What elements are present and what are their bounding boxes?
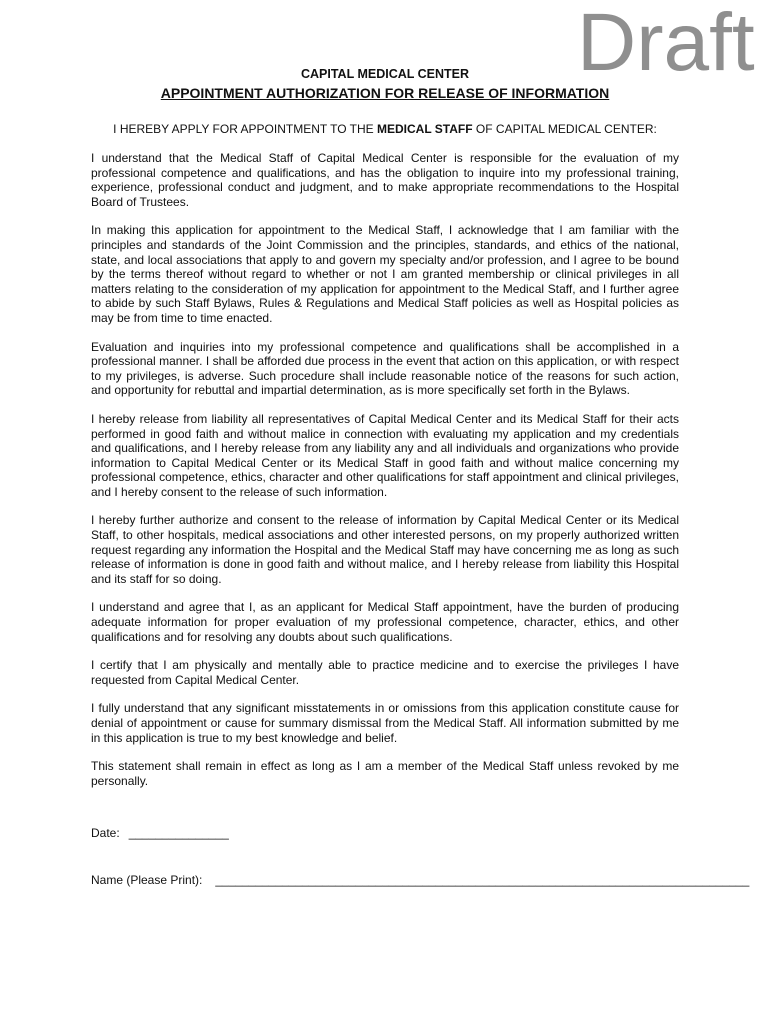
paragraph-due-process: Evaluation and inquiries into my professional competence and qualifications shall be accomplished in a professional manner. I shall be afforded due process in the event that action on this application, or with respect to my privileges, is adverse. Such procedure shall include reasonable notice of the reasons for such action, and opportunity for rebuttal and impartial determination, as is more specifically set forth in the Bylaws. [91, 339, 679, 398]
paragraph-burden-of-proof: I understand and agree that I, as an applicant for Medical Staff appointment, have the burden of producing adequate information for proper evaluation of my professional competence, character, ethics, and other qualifications and for resolving any doubts about such qualifications. [91, 600, 679, 644]
date-field[interactable] [91, 826, 679, 841]
document-title: APPOINTMENT AUTHORIZATION FOR RELEASE OF INFORMATION [160, 85, 610, 101]
paragraph-statement-duration: This statement shall remain in effect as long as I am a member of the Medical Staff unless revoked by me personally. [91, 759, 679, 788]
name-label: Name (Please Print): [91, 873, 203, 888]
intro-text-before: I HEREBY APPLY FOR APPOINTMENT TO THE [113, 122, 378, 136]
name-field[interactable] [91, 873, 750, 888]
paragraph-information-release: I hereby further authorize and consent to the release of information by Capital Medical Center or its Medical Staff, to other hospitals, medical associations and other interested persons, on my properly authorized written request regarding any information the Hospital and the Medical Staff may have concerning me as long as such release of information is done in good faith and without malice, and I hereby release from liability this Hospital and its staff for so doing. [91, 513, 679, 586]
intro-text-after: OF CAPITAL MEDICAL CENTER: [472, 122, 657, 136]
intro-text-bold: MEDICAL STAFF [377, 122, 473, 136]
document-page [91, 66, 750, 888]
draft-watermark: Draft [577, 0, 755, 88]
paragraph-liability-release: I hereby release from liability all representatives of Capital Medical Center and its Medical Staff for their acts performed in good faith and without malice in connection with evaluating my application and my credentials and qualifications, and I hereby release from any liability any and all individuals and organizations who provide information to Capital Medical Center or its Medical Staff in good faith and without malice concerning my professional competence, ethics, character and other qualifications for staff appointment and clinical privileges, and I hereby consent to the release of such information. [91, 411, 679, 499]
application-statement [91, 122, 679, 137]
date-label: Date: [91, 826, 120, 841]
paragraph-misstatements: I fully understand that any significant misstatements in or omissions from this application constitute cause for denial of appointment or cause for summary dismissal from the Medical Staff. All information submitted by me in this application is true to my best knowledge and belief. [91, 701, 679, 745]
name-blank-line[interactable]: ________________________________________________________________________________ [215, 873, 750, 888]
organization-name: CAPITAL MEDICAL CENTER [300, 67, 470, 81]
paragraph-evaluation-responsibility: I understand that the Medical Staff of Capital Medical Center is responsible for the evaluation of my professional competence and qualifications, and has the obligation to inquire into my professional training, experience, professional conduct and judgment, and to make appropriate recommendations to the Hospital Board of Trustees. [91, 151, 679, 209]
date-blank-line[interactable]: _______________ [128, 826, 229, 841]
paragraph-standards-acknowledgement: In making this application for appointment to the Medical Staff, I acknowledge that I am familiar with the principles and standards of the Joint Commission and the principles, standards, and ethics of the national, state, and local associations that apply to and govern my specialty and/or profession, and I agree to be bound by the terms thereof without regard to whether or not I am granted membership or clinical privileges in all matters relating to the consideration of my application for appointment to the Medical Staff, and I further agree to abide by such Staff Bylaws, Rules & Regulations and Medical Staff policies as well as Hospital policies as may be from time to time enacted. [91, 223, 679, 325]
paragraph-fitness-certification: I certify that I am physically and mentally able to practice medicine and to exercise the privileges I have requested from Capital Medical Center. [91, 658, 679, 687]
